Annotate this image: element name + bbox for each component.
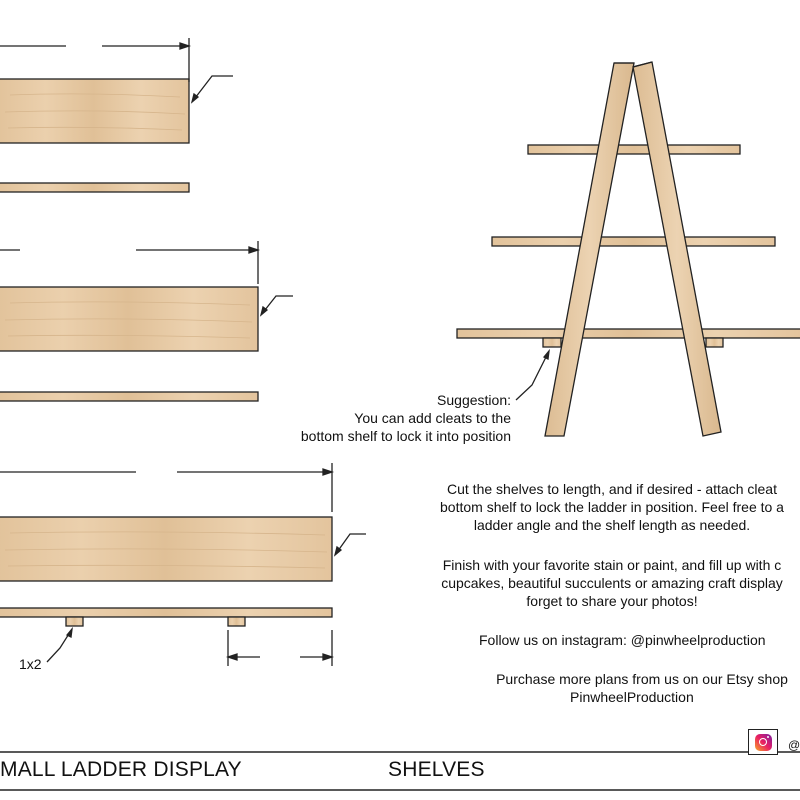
shelf-1-leader [192, 76, 233, 102]
sheet-title: SHELVES [388, 758, 485, 781]
instructions-line: cupcakes, beautiful succulents or amazing craft display [441, 575, 783, 591]
instagram-icon[interactable] [748, 729, 778, 755]
suggestion-line-3: bottom shelf to lock it into position [300, 428, 511, 444]
shelf-1-dimension-line [0, 38, 189, 82]
shelf-1-top-view [0, 79, 189, 143]
etsy-line-1: Purchase more plans from us on our Etsy shop [496, 671, 788, 687]
instructions-line: Finish with your favorite stain or paint, and fill up with c [442, 557, 782, 573]
etsy-line-2: PinwheelProduction [570, 689, 694, 705]
cleat-label: 1x2 [19, 656, 42, 672]
assembled-ladder [457, 62, 800, 436]
ladder-cleat-left [543, 338, 561, 347]
ladder-shelf-top [528, 145, 740, 154]
instructions-line: ladder angle and the shelf length as needed. [473, 517, 751, 533]
shelf-3-side-view [0, 608, 332, 617]
shelf-2-side-view [0, 392, 258, 401]
suggestion-note [301, 391, 511, 445]
instructions-line: Cut the shelves to length, and if desired - attach cleat [447, 481, 777, 497]
cleat-leader [47, 629, 72, 662]
suggestion-leader [516, 351, 549, 400]
shelf-2-dimension-line [0, 241, 258, 284]
instagram-text: Follow us on instagram: @pinwheelproduction [479, 632, 766, 648]
instructions-line: bottom shelf to lock the ladder in position. Feel free to a [440, 499, 784, 515]
ladder-leg-right [633, 62, 721, 436]
shelf-1-side-view [0, 183, 189, 192]
shelf-3-leader [335, 534, 366, 555]
ladder-shelf-middle [492, 237, 775, 246]
cleat-right [228, 617, 245, 626]
suggestion-line-2: You can add cleats to the [354, 410, 511, 426]
shelf-2-top-view [0, 287, 258, 351]
project-title: MALL LADDER DISPLAY [0, 758, 242, 781]
ladder-leg-left [545, 63, 634, 436]
suggestion-line-1: Suggestion: [437, 392, 511, 408]
cleat-left [66, 617, 83, 626]
instructions-paragraph-2 [412, 556, 800, 610]
instagram-glyph [755, 734, 772, 751]
instagram-handle: @ [788, 738, 800, 752]
shelf-2-leader [261, 296, 293, 315]
shelf-3-top-view [0, 517, 332, 581]
etsy-text [472, 670, 800, 706]
instructions-line: forget to share your photos! [526, 593, 698, 609]
instructions-paragraph-1 [412, 480, 800, 534]
cleat-dimension-line [228, 630, 332, 666]
shelf-3-dimension-line [0, 463, 332, 512]
ladder-shelf-bottom [457, 329, 800, 338]
ladder-cleat-right [706, 338, 723, 347]
